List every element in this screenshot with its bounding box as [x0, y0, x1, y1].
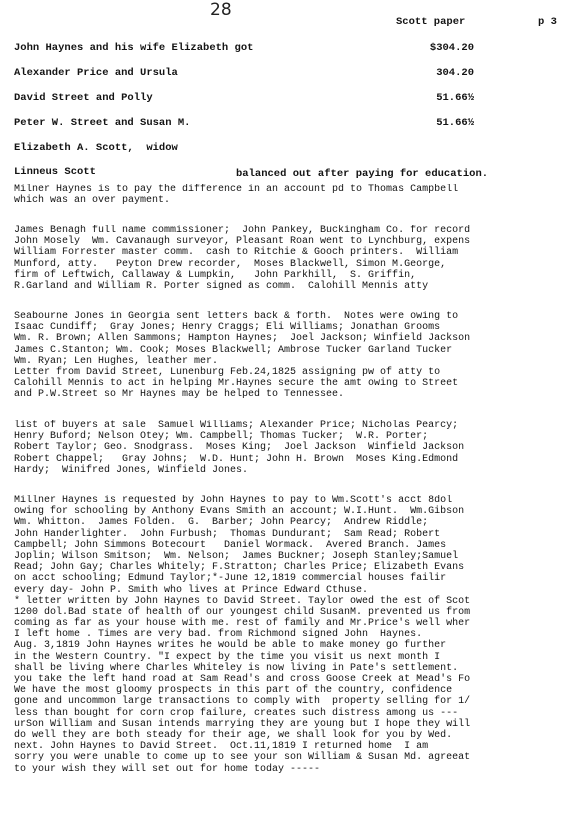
text-line: and P.W.Street so Mr Haynes may be helped to Tennessee.	[14, 389, 345, 401]
text-line: John Mosely Wm. Cavanaugh surveyor, Pleasant Roan went to Lynchburg, expens	[14, 236, 471, 248]
paragraph-millner-haynes	[14, 495, 580, 775]
text-line: next. John Haynes to David Street. Oct.11,1819 I returned home I am	[14, 741, 429, 753]
paragraph-buyers-list	[14, 420, 580, 476]
text-line: 1200 dol.Bad state of health of our youngest child SusanM. prevented us from	[14, 606, 471, 618]
handwritten-page-number: 28	[210, 0, 232, 20]
text-line: coming as far as your house with me. rest of family and Mr.Price's well wher	[14, 618, 471, 630]
text-line: Calohill Mennis to act in helping Mr.Haynes secure the amt owing to Street	[14, 378, 459, 390]
text-line: Robert Chappel; Gray Johns; W.D. Hunt; John H. Brown Moses King.Edmond	[14, 453, 459, 465]
text-line: James C.Stanton; Wm. Cook; Moses Blackwell; Ambrose Tucker Garland Tucker	[14, 344, 453, 356]
paragraph-seabourne-jones	[14, 311, 580, 401]
text-line: James Benagh full name commissioner; John Pankey, Buckingham Co. for record	[14, 225, 471, 236]
text-line: sorry you were unable to come up to see your son William & Susan Md. agreeat	[14, 752, 471, 764]
text-line: * letter written by John Haynes to David Street. Taylor owed the est of Scot	[14, 595, 471, 607]
text-line: owing for schooling by Anthony Evans Smith an account; W.I.Hunt. Wm.Gibson	[14, 506, 465, 518]
text-line: Robert Taylor; Geo. Snodgrass. Moses King; Joel Jackson Winfield Jackson	[14, 442, 465, 454]
text-line: John Handerlighter. John Furbush; Thomas Dundurant; Sam Read; Robert	[14, 528, 441, 540]
text-line: Joplin; Wilson Smitson; Wm. Nelson; James Buckner; Joseph Stanley;Samuel	[14, 550, 459, 562]
text-line: less than bought for corn crop failure, creates such distress among us ---	[14, 707, 459, 719]
entry-name: Alexander Price and Ursula	[14, 67, 178, 79]
text-line: Milner Haynes is to pay the difference in an account pd to Thomas Campbell	[14, 184, 459, 195]
text-line: gone and uncommon large transactions to comply with property selling for 1/	[14, 696, 471, 708]
entry-name: Elizabeth A. Scott, widow	[14, 142, 178, 154]
entry-amount: 51.66½	[436, 117, 474, 129]
text-line: Wm. Whitton. James Folden. G. Barber; John Pearcy; Andrew Riddle;	[14, 517, 429, 529]
entry-name: John Haynes and his wife Elizabeth got	[14, 42, 254, 54]
text-line: in the Western Country. "I expect by the time you visit us next month I	[14, 651, 441, 663]
text-line: We have the most gloomy prospects in this part of the country, confidence	[14, 685, 453, 697]
text-line: do well they are both steady for their age, we shall look for you by Wed.	[14, 729, 453, 741]
text-line: which was an over payment.	[14, 195, 171, 207]
text-line: I left home . Times are very bad. from Richmond signed John Haynes.	[14, 629, 423, 641]
entry-name: David Street and Polly	[14, 92, 153, 104]
text-line: you take the left hand road at Sam Read's and cross Goose Creek at Mead's Fo	[14, 674, 471, 685]
linneus-note: balanced out after paying for education.	[236, 168, 489, 180]
text-line: Aug. 3,1819 John Haynes writes he would be able to make money go further	[14, 640, 447, 652]
text-line: list of buyers at sale Samuel Williams; Alexander Price; Nicholas Pearcy;	[14, 420, 459, 431]
text-line: Henry Buford; Nelson Otey; Wm. Campbell; Thomas Tucker; W.R. Porter;	[14, 431, 429, 443]
text-line: Hardy; Winifred Jones, Winfield Jones.	[14, 464, 249, 476]
entry-amount: $304.20	[429, 42, 474, 54]
text-line: Read; John Gay; Charles Whitely; F.Stratton; Charles Price; Elizabeth Evans	[14, 562, 465, 574]
header-page-label: p 3	[538, 16, 557, 28]
text-line: Wm. R. Brown; Allen Sammons; Hampton Haynes; Joel Jackson; Winfield Jackson	[14, 333, 471, 345]
text-line: Campbell; John Simmons Botecourt Daniel Wormack. Avered Branch. James	[14, 539, 447, 551]
entry-name: Peter W. Street and Susan M.	[14, 117, 191, 129]
text-line: Millner Haynes is requested by John Haynes to pay to Wm.Scott's acct 8dol	[14, 495, 453, 506]
entry-name: Linneus Scott	[14, 166, 96, 178]
text-line: on acct schooling; Edmund Taylor;*-June 12,1819 commercial houses failir	[14, 573, 447, 585]
header-title: Scott paper	[396, 16, 466, 28]
text-line: every day- John P. Smith who lives at Prince Edward Cthuse.	[14, 584, 369, 596]
entry-amount: 51.66½	[436, 92, 474, 104]
text-line: Isaac Cundiff; Gray Jones; Henry Craggs; Eli Williams; Jonathan Grooms	[14, 322, 441, 334]
text-line: William Forrester master comm. cash to Ritchie & Gooch printers. William	[14, 247, 459, 259]
text-line: Munford, atty. Peyton Drew recorder, Moses Blackwell, Simon M.George,	[14, 258, 447, 270]
text-line: R.Garland and William R. Porter signed as comm. Calohill Mennis atty	[14, 280, 429, 292]
text-line: urSon William and Susan intends marrying they are young but I hope they will	[14, 718, 471, 730]
text-line: Letter from David Street, Lunenburg Feb.24,1825 assigning pw of atty to	[14, 366, 441, 378]
text-line: Seabourne Jones in Georgia sent letters back & forth. Notes were owing to	[14, 311, 459, 322]
entry-amount: 304.20	[436, 67, 474, 79]
text-line: to your wish they will set out for home today -----	[14, 763, 321, 775]
paragraph-commissioners	[14, 225, 580, 292]
text-line: shall be living where Charles Whiteley is now living in Pate's settlement.	[14, 662, 459, 674]
paragraph-milner-note	[14, 184, 580, 206]
text-line: firm of Leftwich, Callaway & Lumpkin, John Parkhill, S. Griffin,	[14, 269, 417, 281]
text-line: Wm. Ryan; Len Hughes, leather mer.	[14, 355, 219, 367]
